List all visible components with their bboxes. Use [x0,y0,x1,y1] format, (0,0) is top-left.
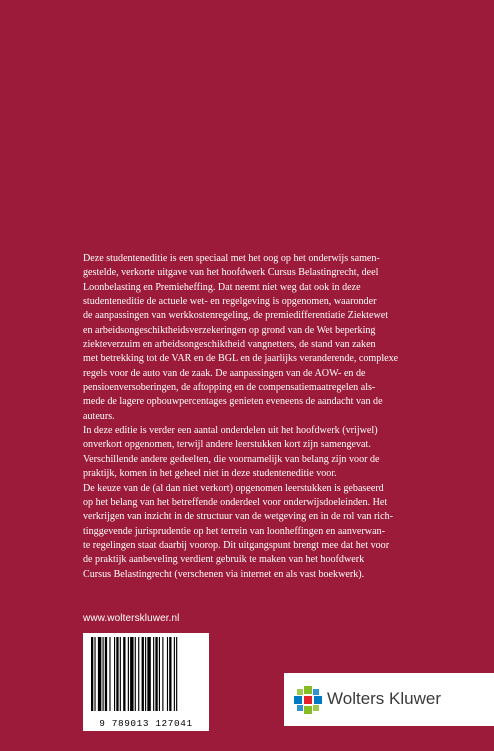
barcode-bar [94,637,95,711]
blurb-line: de aanpassingen van werkkostenregeling, de premiedifferentiatie Ziektewet [83,310,389,322]
barcode-bar [162,637,163,711]
blurb-line: gestelde, verkorte uitgave van het hoofdwerk Cursus Belastingrecht, deel [83,267,379,279]
publisher-logo [284,673,494,726]
blurb-line: en arbeidsongeschiktheidsverzekeringen op grond van de Wet beperking [83,324,376,336]
blurb-line: Verschillende andere gedeelten, die voornamelijk van belang zijn voor de [83,453,380,465]
blurb-line: auteurs. [83,410,115,422]
blurb-line: studenteneditie de actuele wet- en regelgeving is opgenomen, waaronder [83,296,377,308]
publisher-website: www.wolterskluwer.nl [83,613,180,624]
barcode-bar [153,637,154,711]
wolters-kluwer-wordmark: Wolters Kluwer [327,689,441,708]
blurb-line: De keuze van de (al dan niet verkort) opgenomen leerstukken is gebaseerd [83,482,384,494]
barcode-bar [109,637,110,711]
barcode-bar [130,637,133,711]
blurb-line: tinggevende jurisprudentie op het terrein van loonheffingen en aanverwan- [83,525,385,537]
blurb-line: Loonbelasting en Premieheffing. Dat neemt niet weg dat ook in deze [83,281,361,293]
blurb-line: praktijk, komen in het geheel niet in deze studenteneditie voor. [83,468,337,480]
barcode-bar [135,637,136,711]
barcode-bar [103,637,104,711]
blurb-line: Deze studenteneditie is een speciaal met het oog op het onderwijs samen- [83,253,380,264]
blurb-line: op het belang van het betreffende onderdeel voor onderwijsdoeleinden. Het [83,496,388,508]
blurb-line: de praktijk aanbeveling verdient gebruik te maken van het hoofdwerk [83,554,365,566]
blurb-line: ziekteverzuim en arbeidsongeschiktheid vangnetters, de stand van zaken [83,339,376,351]
blurb-line: In deze editie is verder een aantal onderdelen uit het hoofdwerk (vrijwel) [83,425,378,437]
barcode-bar [128,637,129,711]
barcode-bar [98,637,101,711]
barcode-bar [174,637,175,711]
blurb-line: te regelingen staat daarbij voorop. Dit uitgangspunt brengt mee dat het voor [83,539,390,551]
barcode-bar [159,637,160,711]
barcode-bar [142,637,144,711]
blurb-line: met betrekking tot de VAR en de BGL en de jaarlijks veranderende, complexe [83,353,399,365]
barcode-bar [138,637,139,711]
barcode-bar [123,637,125,711]
barcode-bar [105,637,107,711]
blurb-line: Cursus Belastingrecht (verschenen via internet en als vast boekwerk). [83,568,365,580]
barcode-bar [120,637,121,711]
barcode-bar [147,637,150,711]
blurb-line: pensioenversoberingen, de aftopping en de compensatiemaatregelen als- [83,382,376,394]
isbn-digits: 9 789013 127041 [99,718,193,729]
barcode-bar [155,637,157,711]
blurb-line: verkrijgen van inzicht in de structuur van de wetgeving en in de rol van rich- [83,511,393,523]
barcode-bars [83,633,209,717]
back-cover-blurb [83,252,483,582]
barcode-bar [145,637,146,711]
barcode-bar [169,637,171,711]
barcode-bar [167,637,168,711]
barcode-bar [114,637,115,711]
blurb-line: mede de lagere opbouwpercentages genieten eveneens de aandacht van de [83,396,383,408]
blurb-line: regels voor de auto van de zaak. De aanpassingen van de AOW- en de [83,367,366,379]
isbn-barcode [83,633,209,731]
barcode-bar [116,637,118,711]
barcode-bar [176,637,177,711]
barcode-bar [91,637,93,711]
wolters-kluwer-logo-icon [293,685,323,715]
blurb-line: onverkort opgenomen, terwijl andere leerstukken kort zijn samengevat. [83,439,371,451]
